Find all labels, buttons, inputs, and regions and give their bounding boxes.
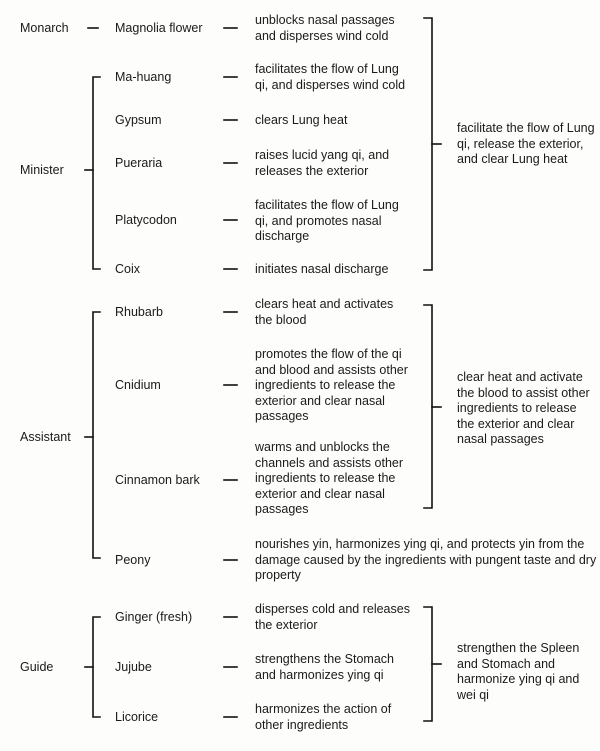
function-platycodon: facilitates the flow of Lung qi, and promotes nasal discharge [255, 198, 399, 243]
herb-coix: Coix [115, 262, 141, 276]
function-cnidium: promotes the flow of the qi and blood and assists other ingredients to release the exterior and clear nasal passages [255, 347, 408, 423]
summary-group-2: clear heat and activate the blood to assist other ingredients to release the exterior and clear nasal passages [457, 370, 590, 446]
function-peony: nourishes yin, harmonizes ying qi, and protects yin from the damage caused by the ingredients with pungent taste and dry property [255, 537, 597, 582]
herb-cinnamon: Cinnamon bark [115, 473, 200, 487]
role-monarch: Monarch [20, 21, 69, 35]
function-licorice: harmonizes the action of other ingredients [255, 702, 392, 732]
herb-licorice: Licorice [115, 710, 159, 724]
herb-mahuang: Ma-huang [115, 70, 172, 84]
function-ginger: disperses cold and releases the exterior [255, 602, 410, 632]
herb-pueraria: Pueraria [115, 156, 163, 170]
herb-ginger: Ginger (fresh) [115, 610, 193, 624]
function-rhubarb: clears heat and activates the blood [255, 297, 394, 327]
herb-cnidium: Cnidium [115, 378, 161, 392]
role-minister: Minister [20, 163, 64, 177]
herb-platycodon: Platycodon [115, 213, 177, 227]
summary-group-1: facilitate the flow of Lung qi, release the exterior, and clear Lung heat [457, 121, 595, 166]
function-magnolia: unblocks nasal passages and disperses wind cold [255, 13, 395, 43]
function-coix: initiates nasal discharge [255, 262, 389, 276]
summary-group-3: strengthen the Spleen and Stomach and harmonize ying qi and wei qi [457, 641, 580, 702]
role-guide: Guide [20, 660, 54, 674]
guide-bracket [93, 617, 100, 717]
function-gypsum: clears Lung heat [255, 113, 348, 127]
herb-peony: Peony [115, 553, 151, 567]
function-jujube: strengthens the Stomach and harmonizes ying qi [255, 652, 394, 682]
function-mahuang: facilitates the flow of Lung qi, and disperses wind cold [255, 62, 406, 92]
function-cinnamon: warms and unblocks the channels and assists other ingredients to release the exterior and clear nasal passages [255, 440, 404, 516]
role-assistant: Assistant [20, 430, 71, 444]
function-pueraria: raises lucid yang qi, and releases the exterior [255, 148, 390, 178]
herb-jujube: Jujube [115, 660, 152, 674]
herb-rhubarb: Rhubarb [115, 305, 163, 319]
herb-gypsum: Gypsum [115, 113, 162, 127]
herb-magnolia: Magnolia flower [115, 21, 203, 35]
minister-bracket [93, 77, 100, 269]
assistant-bracket [93, 312, 100, 558]
